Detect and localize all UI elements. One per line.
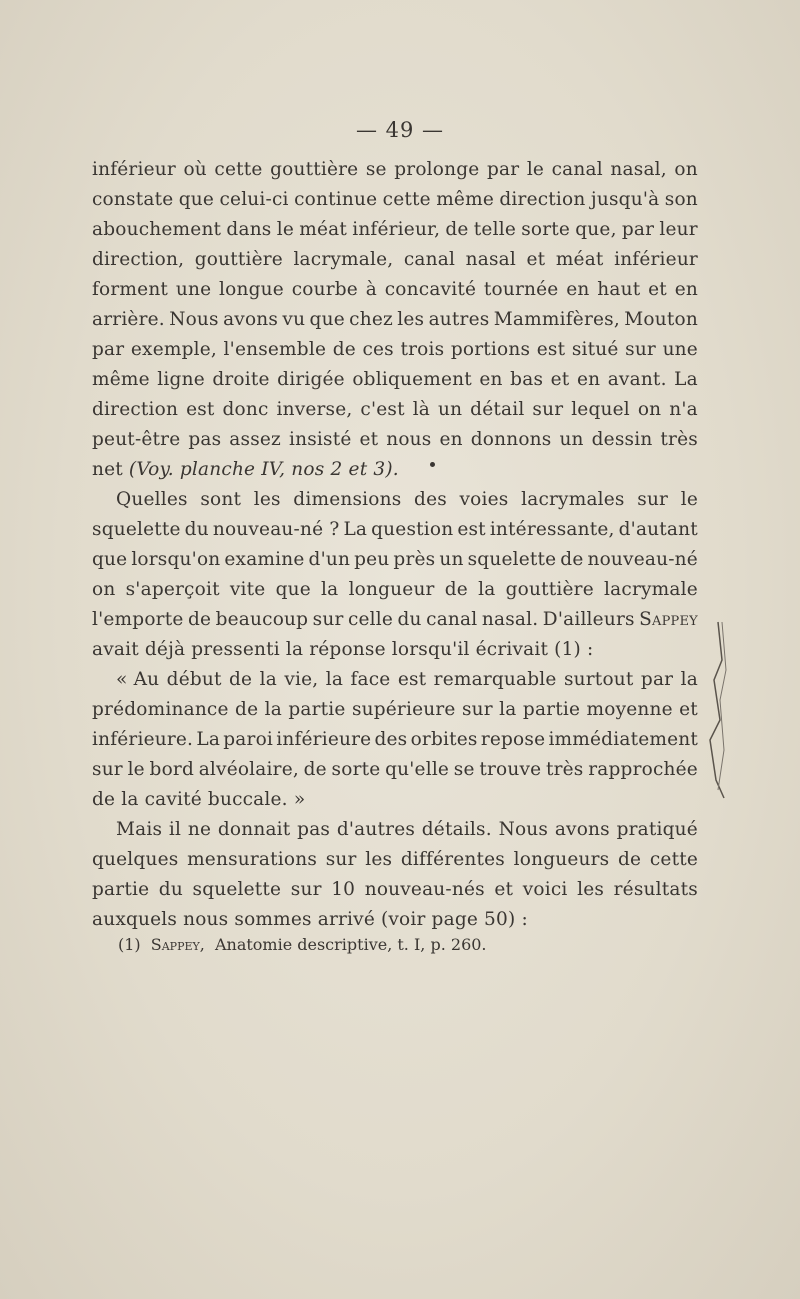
word: de (92, 789, 116, 810)
word: peut-être (92, 429, 181, 450)
word: courbe (291, 279, 358, 300)
text-line (92, 395, 698, 425)
word: le (526, 159, 545, 180)
word: vie, (284, 669, 319, 690)
word: que (92, 549, 128, 570)
footnote (118, 933, 487, 957)
text-line (92, 785, 698, 815)
word: différentes (400, 849, 505, 870)
word: sur (461, 699, 493, 720)
word: avait (92, 639, 139, 660)
word: méat (299, 219, 347, 240)
word: une (175, 279, 212, 300)
text-line (92, 305, 698, 335)
text-line (92, 335, 698, 365)
text-line (92, 605, 698, 635)
ink-dot (430, 462, 435, 467)
word: que, (575, 219, 617, 240)
word: des (414, 489, 447, 510)
word: sorte (521, 219, 571, 240)
word: lorsqu'il (391, 639, 470, 660)
word: l'ensemble (223, 339, 327, 360)
text-line (92, 575, 698, 605)
word: la (264, 699, 282, 720)
word: le (680, 489, 698, 510)
footnote-marker: (1) (118, 935, 141, 954)
word: question (371, 519, 454, 540)
text-line (92, 545, 698, 575)
word: inférieur (614, 249, 698, 270)
word: détail (470, 399, 525, 420)
word: sur (637, 489, 669, 510)
text-line (92, 845, 698, 875)
word: prédominance (92, 699, 229, 720)
footnote-author: Sappey, (150, 935, 205, 954)
word: une (662, 339, 698, 360)
word: prolonge (394, 159, 480, 180)
word: donnait (217, 819, 291, 840)
word: Nous (169, 309, 219, 330)
word: où (183, 159, 207, 180)
word: beaucoup (215, 609, 309, 630)
word: celui-ci (219, 189, 289, 210)
word: du (158, 879, 183, 900)
word: écrivait (475, 639, 549, 660)
word: 10 (331, 879, 356, 900)
word: partie (288, 699, 346, 720)
word: D'ailleurs (542, 609, 635, 630)
word: concavité (384, 279, 477, 300)
word: squelette (467, 549, 557, 570)
word: et (679, 699, 698, 720)
word: auxquels (92, 909, 178, 930)
word: ces (362, 339, 394, 360)
word: la (478, 579, 496, 600)
word: immédiatement (548, 729, 698, 750)
word: sorte (331, 759, 381, 780)
word: intéressante, (489, 519, 615, 540)
word: est (397, 669, 427, 690)
word: orbites (410, 729, 478, 750)
word: un (439, 549, 464, 570)
word: gouttière (194, 249, 283, 270)
text-line (92, 875, 698, 905)
word: nous (386, 429, 432, 450)
word: de (618, 849, 642, 870)
word: dimensions (293, 489, 402, 510)
word: et (494, 879, 514, 900)
word: cette (649, 849, 698, 870)
word: les (365, 849, 393, 870)
word: les (397, 309, 425, 330)
word: en (479, 369, 503, 390)
word: se (453, 759, 475, 780)
text-line (92, 245, 698, 275)
word: la (121, 789, 139, 810)
word: squelette (92, 519, 181, 540)
word: mensurations (187, 849, 318, 870)
word: inférieur (92, 159, 176, 180)
word: lacrymales (521, 489, 625, 510)
word: obliquement (352, 369, 472, 390)
word: lorsqu'on (131, 549, 221, 570)
word: résultats (613, 879, 698, 900)
word: haut (597, 279, 641, 300)
word: ligne (157, 369, 205, 390)
text-line (92, 695, 698, 725)
word: la (321, 579, 339, 600)
word: chez (349, 309, 393, 330)
word: quelques (92, 849, 179, 870)
word: bord (149, 759, 194, 780)
word: nouveau-né (587, 549, 698, 570)
word: squelette (192, 879, 282, 900)
word: nouveau-né ? (212, 519, 340, 540)
word: direction, (92, 249, 185, 270)
word: moyenne (586, 699, 673, 720)
word: sur (312, 609, 344, 630)
word: et (550, 369, 570, 390)
word: canal (403, 249, 456, 270)
word: l'emporte (92, 609, 184, 630)
word: le (127, 759, 145, 780)
word: pas (188, 429, 222, 450)
word: près (393, 549, 436, 570)
word: pas (297, 819, 331, 840)
word: surtout (563, 669, 634, 690)
word: de (560, 549, 584, 570)
text-line (92, 725, 698, 755)
word: est (536, 339, 566, 360)
word: déjà (144, 639, 186, 660)
word: de (445, 219, 469, 240)
word: par (621, 219, 655, 240)
word: là (412, 399, 431, 420)
word: et (359, 429, 379, 450)
word: début (166, 669, 222, 690)
word: en (566, 279, 590, 300)
word: dessin (591, 429, 653, 450)
word: leur (659, 219, 698, 240)
word: insisté (288, 429, 352, 450)
word: c'est (360, 399, 405, 420)
word: nasal. (481, 609, 539, 630)
text-line (92, 185, 698, 215)
word: que (309, 309, 345, 330)
word: longueur (348, 579, 435, 600)
word: très (545, 759, 584, 780)
word: Mammifères, (493, 309, 620, 330)
text-line (92, 635, 698, 665)
word: donnons (470, 429, 552, 450)
word: page (431, 909, 479, 930)
word: de (444, 579, 468, 600)
word: du (184, 519, 209, 540)
word: « Au (116, 669, 160, 690)
word: sur (325, 849, 357, 870)
word: La (674, 369, 698, 390)
word: paroi (223, 729, 274, 750)
word: inférieure (276, 729, 372, 750)
word: les (253, 489, 281, 510)
word: gouttière (270, 159, 359, 180)
word: situé (571, 339, 619, 360)
word: 50) : (484, 909, 528, 930)
word: la (499, 699, 517, 720)
margin-bracket-mark (700, 620, 730, 800)
page-number: — 49 — (355, 118, 445, 142)
word: buccale. » (207, 789, 306, 810)
word: (1) : (554, 639, 594, 660)
word: cavité (144, 789, 202, 810)
word: pratiqué (616, 819, 698, 840)
word: autres (428, 309, 490, 330)
word: d'autres (336, 819, 416, 840)
word: Quelles (116, 489, 188, 510)
word: se (365, 159, 387, 180)
word: et (526, 249, 546, 270)
word: lacrymale (604, 579, 698, 600)
text-line (92, 455, 698, 485)
word: nasal (465, 249, 517, 270)
text-line (92, 815, 698, 845)
word: la (259, 669, 277, 690)
text-line (92, 665, 698, 695)
text-line (92, 215, 698, 245)
word: sont (200, 489, 242, 510)
word: par (92, 339, 125, 360)
word: un (437, 399, 463, 420)
word: avons (223, 309, 279, 330)
word: constate (92, 189, 174, 210)
word: réponse (309, 639, 386, 660)
word: sur (625, 339, 656, 360)
word: méat (555, 249, 604, 270)
word: abouchement (92, 219, 222, 240)
word: longue (219, 279, 284, 300)
word: de (187, 609, 212, 630)
word: portions (450, 339, 531, 360)
word: cette (214, 159, 263, 180)
word: Mouton (624, 309, 698, 330)
word: forment (92, 279, 169, 300)
word: de (332, 339, 356, 360)
text-line (92, 905, 698, 935)
word: examine (224, 549, 305, 570)
word: dirigée (277, 369, 345, 390)
word: s'aperçoit (125, 579, 220, 600)
word: continue (294, 189, 378, 210)
word: vu (282, 309, 306, 330)
word: remarquable (433, 669, 557, 690)
word: cette (382, 189, 431, 210)
word: celle (347, 609, 394, 630)
word: tournée (483, 279, 559, 300)
word: droite (212, 369, 270, 390)
word: détails. (421, 819, 492, 840)
word: supérieure (351, 699, 456, 720)
word: d'autant (618, 519, 698, 540)
word: (voir (380, 909, 426, 930)
word: la (285, 639, 304, 660)
word: face (350, 669, 391, 690)
word: lequel (571, 399, 630, 420)
word: sur (92, 759, 123, 780)
word: telle (473, 219, 516, 240)
word: très (660, 429, 698, 450)
word: par (640, 669, 674, 690)
word: nous (183, 909, 229, 930)
word: à (365, 279, 377, 300)
word: arrivé (317, 909, 375, 930)
word: donc (222, 399, 269, 420)
text-line (92, 755, 698, 785)
word: sommes (234, 909, 312, 930)
word: direction (499, 189, 586, 210)
word: et (648, 279, 667, 300)
word: Nous (498, 819, 549, 840)
word: inférieure. (92, 729, 194, 750)
word: lacrymale, (293, 249, 394, 270)
word: du (397, 609, 422, 630)
word: partie (522, 699, 581, 720)
word: avant. (607, 369, 667, 390)
word: voici (522, 879, 568, 900)
word: canal (551, 159, 603, 180)
word: inférieur, (352, 219, 441, 240)
word: jusqu'à (590, 189, 660, 210)
word: vite (229, 579, 266, 600)
text-line (92, 155, 698, 185)
word: la (680, 669, 698, 690)
word: (Voy. planche IV, nos 2 et 3). (128, 459, 399, 480)
word: d'un (308, 549, 351, 570)
word: assez (229, 429, 281, 450)
word: un (559, 429, 584, 450)
word: sur (532, 399, 564, 420)
word: de (229, 669, 253, 690)
word: avons (554, 819, 610, 840)
word: il (168, 819, 182, 840)
word: qu'elle (385, 759, 450, 780)
word: nasal, (610, 159, 667, 180)
word: même (92, 369, 150, 390)
word: gouttière (505, 579, 594, 600)
word: de (303, 759, 327, 780)
word: peu (354, 549, 390, 570)
word: sur (290, 879, 322, 900)
word: repose (480, 729, 546, 750)
word: est (186, 399, 215, 420)
word: on (637, 399, 662, 420)
word: la (325, 669, 344, 690)
text-line (92, 485, 698, 515)
word: en (674, 279, 698, 300)
word: rapprochée (588, 759, 698, 780)
word: en (439, 429, 463, 450)
word: des (374, 729, 408, 750)
word: trois (400, 339, 445, 360)
word: n'a (669, 399, 698, 420)
word: canal (426, 609, 478, 630)
word: La (343, 519, 368, 540)
word: trouve (479, 759, 542, 780)
body-text (92, 155, 698, 935)
word: que (178, 189, 215, 210)
word: net (92, 459, 123, 480)
word: est (457, 519, 486, 540)
word: le (276, 219, 294, 240)
word: même (436, 189, 494, 210)
word: on (92, 579, 116, 600)
word: inverse, (276, 399, 353, 420)
text-line (92, 425, 698, 455)
word: en (576, 369, 601, 390)
text-line (92, 365, 698, 395)
footnote-text: Anatomie descriptive, t. I, p. 260. (214, 935, 487, 954)
word: Mais (116, 819, 163, 840)
word: par (486, 159, 520, 180)
word: arrière. (92, 309, 165, 330)
word: alvéolaire, (198, 759, 299, 780)
word: voies (459, 489, 509, 510)
word: bas (510, 369, 544, 390)
word: les (577, 879, 605, 900)
word: son (664, 189, 698, 210)
text-line (92, 515, 698, 545)
word: de (235, 699, 259, 720)
word: longueurs (513, 849, 610, 870)
word: exemple, (130, 339, 217, 360)
word: direction (92, 399, 179, 420)
word: que (275, 579, 311, 600)
word: dans (226, 219, 272, 240)
word: Sappey (639, 609, 698, 630)
word: partie (92, 879, 150, 900)
word: on (674, 159, 698, 180)
word: nouveau-nés (364, 879, 485, 900)
word: ne (187, 819, 212, 840)
word: La (196, 729, 221, 750)
text-line (92, 275, 698, 305)
word: pressenti (191, 639, 280, 660)
